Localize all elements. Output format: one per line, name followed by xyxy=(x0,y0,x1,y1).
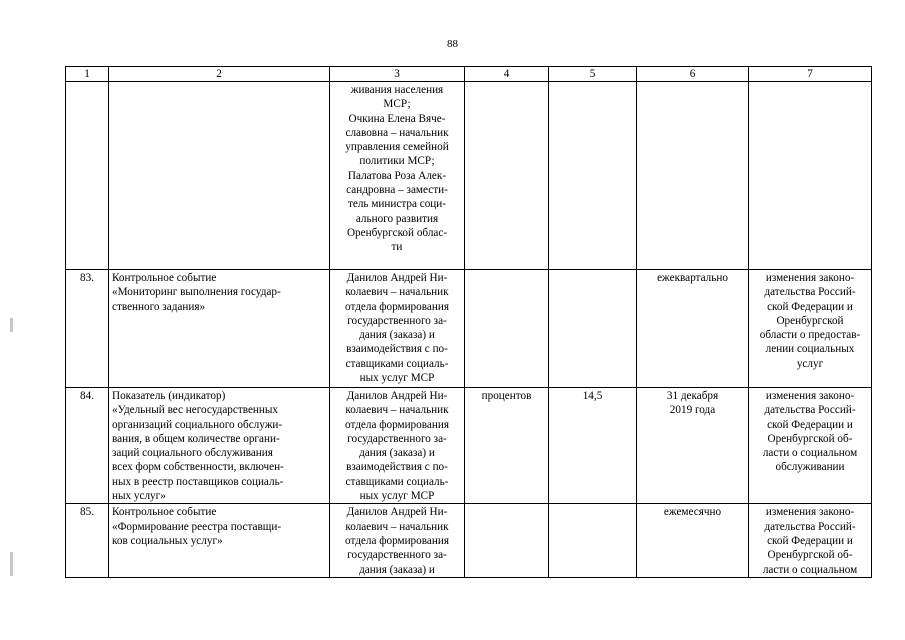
table-row xyxy=(66,388,872,504)
row-deadline xyxy=(637,82,749,270)
row-responsible: Данилов Андрей Ни- колаевич – начальник отдела формирования государственного за- дания (заказа) и взаимодействия с по- ставщиками социаль- ных услуг МСР xyxy=(330,388,465,504)
row-basis: изменения законо- дательства Россий- ской Федерации и Оренбургской области о предостав- лении социальных услуг xyxy=(749,270,872,388)
table-row xyxy=(66,270,872,388)
row-number: 84. xyxy=(66,388,109,504)
document-table xyxy=(65,66,872,578)
header-col-6: 6 xyxy=(637,67,749,82)
header-row xyxy=(66,67,872,82)
header-col-2: 2 xyxy=(109,67,330,82)
row-value xyxy=(549,504,637,577)
header-col-7: 7 xyxy=(749,67,872,82)
page-number: 88 xyxy=(447,38,458,50)
row-unit xyxy=(465,82,549,270)
row-name: Контрольное событие «Формирование реестра поставщи- ков социальных услуг» xyxy=(109,504,330,577)
row-responsible: живания населения МСР; Очкина Елена Вяче- славовна – начальник управления семейной политики МСР; Палатова Роза Алек- сандровна – замести- тель министра соци- ального развития Оренбургской облас- ти xyxy=(330,82,465,270)
row-basis xyxy=(749,82,872,270)
row-responsible: Данилов Андрей Ни- колаевич – начальник отдела формирования государственного за- дания (заказа) и xyxy=(330,504,465,577)
row-name xyxy=(109,82,330,270)
header-col-5: 5 xyxy=(549,67,637,82)
table-row xyxy=(66,82,872,270)
row-unit xyxy=(465,504,549,577)
row-deadline: ежемесячно xyxy=(637,504,749,577)
table-row xyxy=(66,504,872,577)
row-unit xyxy=(465,270,549,388)
row-unit: процентов xyxy=(465,388,549,504)
scan-artifact xyxy=(10,318,13,332)
row-name: Показатель (индикатор) «Удельный вес негосударственных организаций социального обслужи- вания, в общем количестве органи- заций социального обслуживания всех форм собственности, включен- ных в реестр поставщиков социаль- ных услуг» xyxy=(109,388,330,504)
row-basis: изменения законо- дательства Россий- ской Федерации и Оренбургской об- ласти о социальном xyxy=(749,504,872,577)
row-responsible: Данилов Андрей Ни- колаевич – начальник отдела формирования государственного за- дания (заказа) и взаимодействия с по- ставщиками социаль- ных услуг МСР xyxy=(330,270,465,388)
header-col-3: 3 xyxy=(330,67,465,82)
row-value: 14,5 xyxy=(549,388,637,504)
row-number: 85. xyxy=(66,504,109,577)
row-number: 83. xyxy=(66,270,109,388)
row-deadline: ежеквартально xyxy=(637,270,749,388)
row-deadline: 31 декабря 2019 года xyxy=(637,388,749,504)
row-basis: изменения законо- дательства Россий- ской Федерации и Оренбургской об- ласти о социальном обслуживании xyxy=(749,388,872,504)
scan-artifact xyxy=(10,552,13,576)
row-value xyxy=(549,270,637,388)
row-name: Контрольное событие «Мониторинг выполнения государ- ственного задания» xyxy=(109,270,330,388)
header-col-1: 1 xyxy=(66,67,109,82)
header-col-4: 4 xyxy=(465,67,549,82)
row-number xyxy=(66,82,109,270)
row-value xyxy=(549,82,637,270)
